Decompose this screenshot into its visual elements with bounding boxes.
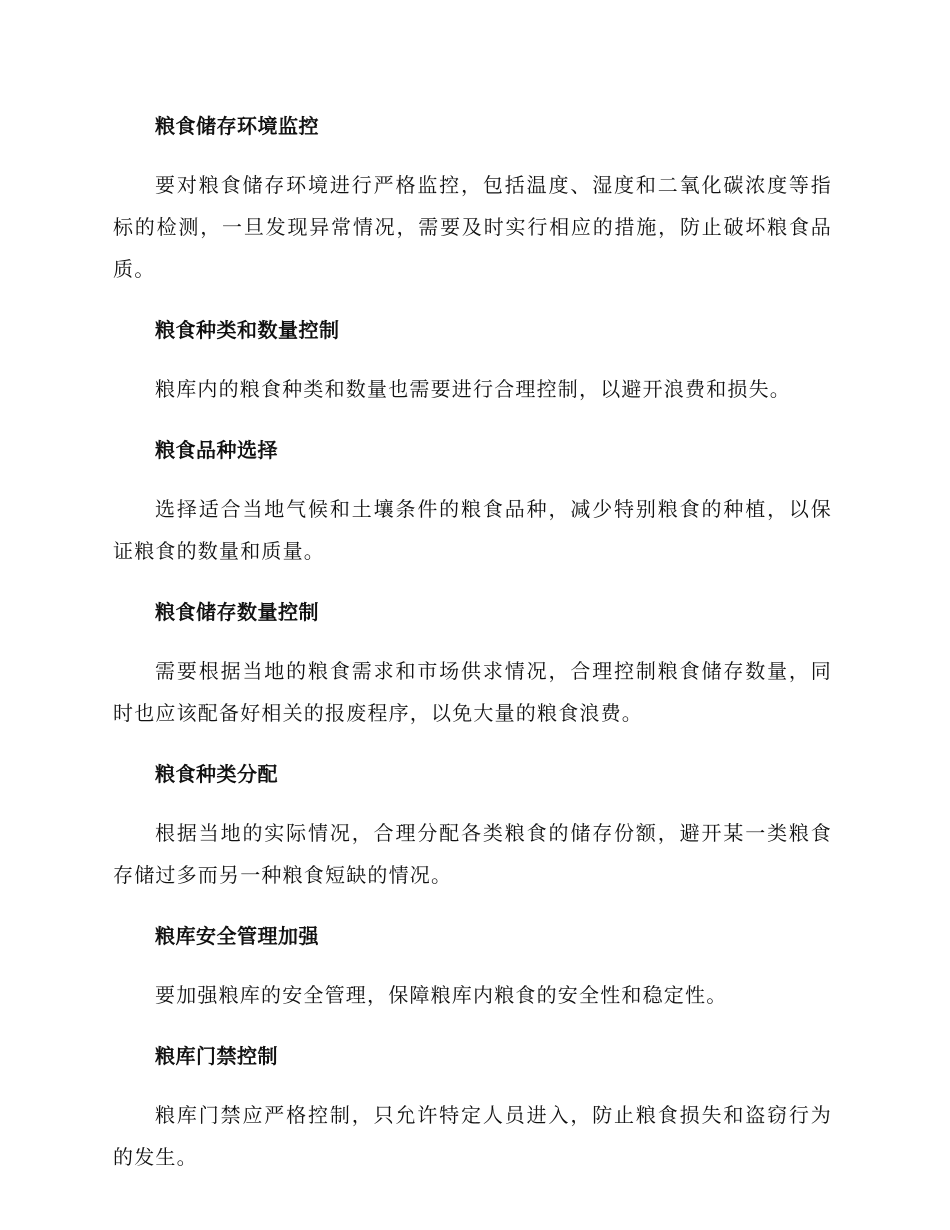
section-safety-management bbox=[113, 920, 832, 1016]
section-body: 需要根据当地的粮食需求和市场供求情况，合理控制粮食储存数量，同时也应该配备好相关的报废程序，以免大量的粮食浪费。 bbox=[113, 659, 832, 725]
section-body: 粮库门禁应严格控制，只允许特定人员进入，防止粮食损失和盗窃行为的发生。 bbox=[113, 1103, 832, 1169]
section-environment-monitoring bbox=[113, 110, 832, 290]
section-access-control bbox=[113, 1040, 832, 1178]
section-type-quantity-control bbox=[113, 314, 832, 410]
section-heading: 粮食储存环境监控 bbox=[155, 114, 319, 138]
section-heading: 粮食品种选择 bbox=[155, 438, 278, 462]
section-type-allocation bbox=[113, 758, 832, 896]
section-body: 选择适合当地气候和土壤条件的粮食品种，减少特别粮食的种植，以保证粮食的数量和质量。 bbox=[113, 497, 832, 563]
section-heading: 粮库安全管理加强 bbox=[155, 924, 319, 948]
section-heading: 粮食储存数量控制 bbox=[155, 600, 319, 624]
section-variety-selection bbox=[113, 434, 832, 572]
section-body: 根据当地的实际情况，合理分配各类粮食的储存份额，避开某一类粮食存储过多而另一种粮食短缺的情况。 bbox=[113, 821, 832, 887]
section-body: 要加强粮库的安全管理，保障粮库内粮食的安全性和稳定性。 bbox=[155, 983, 728, 1007]
section-heading: 粮食种类和数量控制 bbox=[155, 318, 340, 342]
section-storage-quantity-control bbox=[113, 596, 832, 734]
section-heading: 粮食种类分配 bbox=[155, 762, 278, 786]
section-body: 粮库内的粮食种类和数量也需要进行合理控制，以避开浪费和损失。 bbox=[155, 377, 791, 401]
section-heading: 粮库门禁控制 bbox=[155, 1044, 278, 1068]
section-body: 要对粮食储存环境进行严格监控，包括温度、湿度和二氧化碳浓度等指标的检测，一旦发现异常情况，需要及时实行相应的措施，防止破坏粮食品质。 bbox=[113, 173, 832, 281]
